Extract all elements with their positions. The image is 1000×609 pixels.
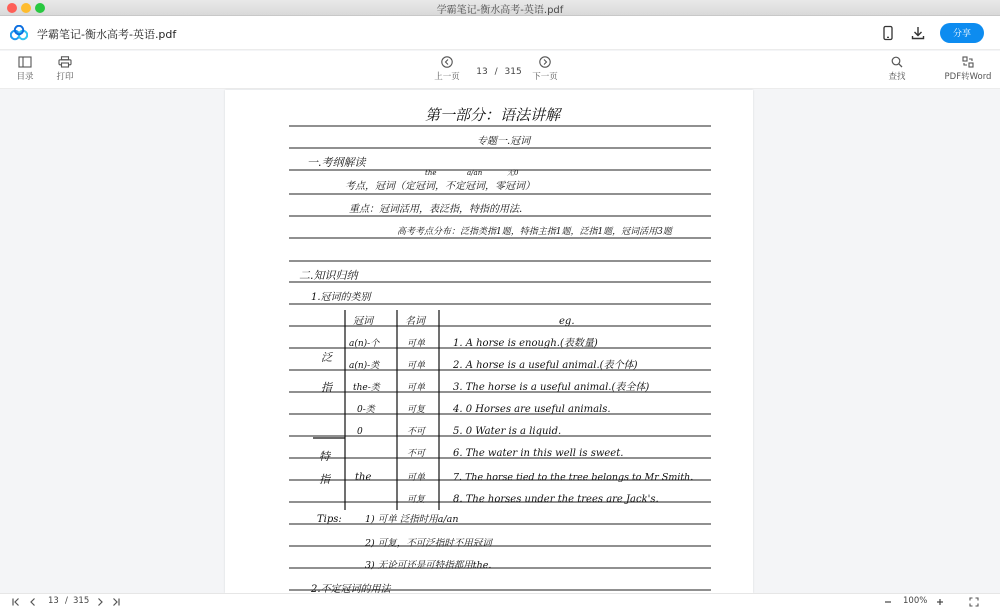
row-example: 6. The water in this well is sweet. bbox=[453, 448, 624, 459]
table-row bbox=[355, 472, 693, 483]
print-label: 打印 bbox=[56, 72, 74, 82]
convert-icon bbox=[962, 56, 974, 68]
kaodian-line: 考点，冠词（定冠词，不定冠词，零冠词） bbox=[345, 181, 535, 192]
prev-page-icon bbox=[441, 56, 453, 68]
footer-total-pages: 315 bbox=[73, 596, 90, 606]
total-pages: 315 bbox=[504, 67, 522, 77]
next-icon[interactable] bbox=[94, 596, 106, 608]
annotation-the: the bbox=[425, 169, 437, 177]
section-two-title: 二.知识归纳 bbox=[299, 269, 358, 282]
pdf-page bbox=[225, 90, 753, 593]
zoom-out-icon[interactable] bbox=[882, 596, 894, 608]
side-label-te: 特 bbox=[319, 450, 330, 463]
prev-page-button[interactable] bbox=[432, 56, 462, 82]
page-indicator[interactable] bbox=[473, 64, 525, 80]
section-three-partial: 2.不定冠词的用法 bbox=[311, 584, 391, 593]
last-page-icon[interactable] bbox=[110, 596, 122, 608]
row-article: the-类 bbox=[353, 383, 380, 393]
search-label: 查找 bbox=[888, 72, 906, 82]
footer-separator: / bbox=[65, 596, 68, 606]
row-article: a(n)-个 bbox=[349, 339, 380, 349]
row-noun: 可单 bbox=[407, 383, 426, 393]
section-one-title: 一.考纲解读 bbox=[307, 156, 366, 169]
table-header-article: 冠词 bbox=[353, 316, 373, 327]
search-icon bbox=[891, 56, 903, 68]
fullscreen-icon[interactable] bbox=[968, 596, 980, 608]
row-noun: 可复 bbox=[407, 405, 426, 415]
print-icon bbox=[58, 56, 72, 68]
table-row bbox=[349, 337, 598, 349]
row-article: 0 bbox=[357, 427, 363, 437]
app-logo-icon bbox=[10, 25, 28, 41]
row-example: 1. A horse is enough.(表数量) bbox=[453, 338, 598, 349]
fenbu-line: 高考考点分布：泛指类指1题，特指主指1题，泛指1题，冠词活用3题 bbox=[397, 227, 672, 237]
row-example: 5. 0 Water is a liquid. bbox=[453, 426, 562, 437]
toc-label: 目录 bbox=[16, 72, 34, 82]
download-icon[interactable] bbox=[910, 25, 926, 41]
pdf-to-word-button[interactable] bbox=[943, 56, 993, 82]
next-page-button[interactable] bbox=[530, 56, 560, 82]
row-example: 3. The horse is a useful animal.(表全体) bbox=[453, 382, 650, 393]
prev-page-label: 上一页 bbox=[434, 72, 460, 82]
window-title: 学霸笔记-衡水高考-英语.pdf bbox=[436, 5, 564, 16]
tips-label: Tips: bbox=[317, 514, 342, 525]
table-row bbox=[357, 426, 561, 437]
row-article: 0-类 bbox=[357, 405, 375, 415]
search-button[interactable] bbox=[887, 56, 907, 82]
prev-icon[interactable] bbox=[27, 596, 39, 608]
row-example: 7. The horse tied to the tree belongs to Mr Smith. bbox=[453, 472, 694, 483]
document-viewer[interactable] bbox=[0, 90, 1000, 593]
tip-item: 1) 可单 泛指时用a/an bbox=[365, 514, 459, 525]
toc-button[interactable] bbox=[13, 56, 37, 82]
app-header bbox=[0, 16, 1000, 50]
footer-current-page[interactable]: 13 bbox=[48, 596, 59, 606]
print-button[interactable] bbox=[53, 56, 77, 82]
page-separator: / bbox=[494, 67, 498, 77]
side-label-zhi2: 指 bbox=[319, 473, 330, 486]
annotation-zero: 无0 bbox=[507, 169, 519, 177]
row-noun: 可单 bbox=[407, 361, 426, 371]
file-name: 学霸笔记-衡水高考-英语.pdf bbox=[37, 28, 177, 41]
row-example: 4. 0 Horses are useful animals. bbox=[453, 404, 611, 415]
share-button[interactable]: 分享 bbox=[940, 23, 984, 43]
sidebar-icon bbox=[18, 56, 32, 68]
row-noun: 不可 bbox=[407, 427, 426, 437]
zoom-level[interactable]: 100% bbox=[903, 596, 928, 606]
next-page-icon bbox=[539, 56, 551, 68]
table-row bbox=[357, 404, 611, 415]
zhongdian-line: 重点：冠词活用，表泛指，特指的用法. bbox=[349, 204, 523, 215]
side-label-fan: 泛 bbox=[321, 351, 332, 364]
row-noun: 不可 bbox=[407, 449, 426, 459]
zoom-in-icon[interactable] bbox=[934, 596, 946, 608]
next-page-label: 下一页 bbox=[532, 72, 558, 82]
status-bar bbox=[0, 593, 1000, 609]
side-label-zhi: 指 bbox=[321, 381, 332, 394]
table-row bbox=[349, 359, 638, 371]
row-example: 8. The horses under the trees are Jack's. bbox=[453, 494, 659, 505]
table-row bbox=[407, 494, 659, 505]
title-bar bbox=[0, 0, 1000, 16]
tip-item: 2) 可复，不可泛指时不用冠词 bbox=[365, 538, 492, 549]
row-article: a(n)-类 bbox=[349, 361, 380, 371]
phone-icon[interactable] bbox=[880, 25, 896, 41]
handwritten-notes bbox=[225, 90, 753, 593]
row-article: the bbox=[355, 472, 372, 483]
current-page-field[interactable]: 13 bbox=[476, 67, 488, 77]
subsection-title: 1.冠词的类别 bbox=[311, 292, 371, 303]
table-header-example: eg. bbox=[559, 316, 575, 327]
row-noun: 可单 bbox=[407, 473, 426, 483]
table-header-noun: 名词 bbox=[405, 316, 425, 327]
first-page-icon[interactable] bbox=[10, 596, 22, 608]
row-noun: 可单 bbox=[407, 339, 426, 349]
pdf-to-word-label: PDF转Word bbox=[944, 72, 992, 82]
row-example: 2. A horse is a useful animal.(表个体) bbox=[453, 360, 638, 371]
doc-heading: 第一部分：语法讲解 bbox=[425, 106, 561, 124]
annotation-aan: a/an bbox=[467, 169, 483, 177]
tip-item: 3) 无论可还是可特指都用the. bbox=[365, 560, 492, 571]
row-noun: 可复 bbox=[407, 495, 426, 505]
doc-subheading: 专题一.冠词 bbox=[477, 136, 531, 147]
